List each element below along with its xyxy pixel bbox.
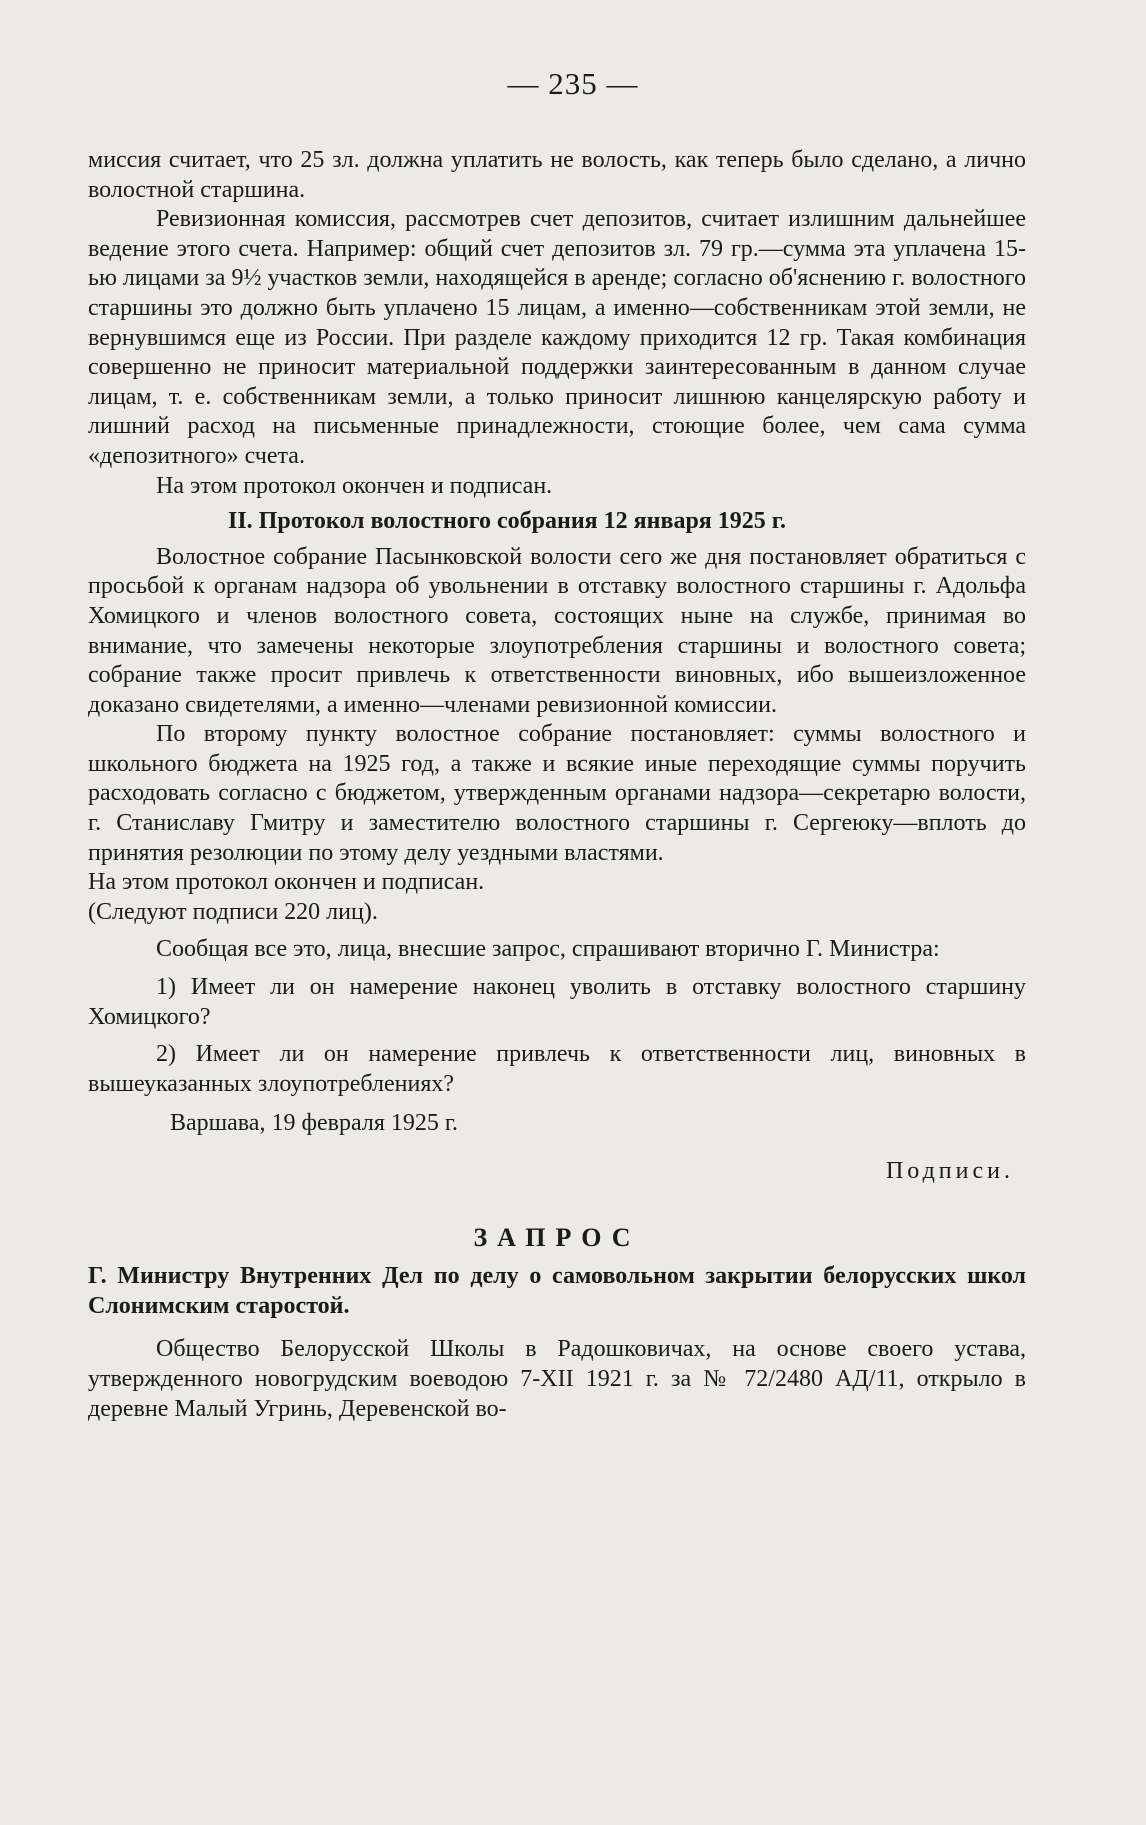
section-heading: II. Протокол волостного собрания 12 января 1925 г. bbox=[228, 508, 786, 535]
paragraph-inquiry: Сообщая все это, лица, внесшие запрос, спрашивают вторично Г. Министра: bbox=[156, 936, 940, 963]
signatures-label: Подписи. bbox=[885, 1158, 1014, 1184]
paragraph-revision: Ревизионная комиссия, рассмотрев счет депозитов, считает излишним дальнейшее ведение этого счета. Например: общий счет депозитов зл. 79 гр.—сумма эта уплачена 15-ью лицами за 9½ участков земли, находящейся в аренде; согласно об'яснению г. волостного старшины это должно быть уплачено 15 лицам, а именно—собственникам этой земли, не вернувшимся еще из России. При разделе каждому приходится 12 гр. Такая комбинация совершенно не приносит материальной поддержки заинтересованным в данном случае лицам, т. е. собственникам земли, а только приносит лишнюю канцелярскую работу и лишний расход на письменные принадлежности, стоющие более, чем сама сумма «депозитного» счета. bbox=[88, 206, 1026, 469]
paragraph-society: Общество Белорусской Школы в Радошковичах, на основе своего устава, утвержденного новогрудским воеводою 7-XII 1921 г. за № 72/2480 АД/11, открыло в деревне Малый Угринь, Деревенской во- bbox=[88, 1336, 1026, 1422]
inquiry-title: ЗАПРОС bbox=[473, 1222, 641, 1252]
place-date: Варшава, 19 февраля 1925 г. bbox=[170, 1110, 459, 1137]
protocol-end-1: На этом протокол окончен и подписан. bbox=[156, 472, 553, 499]
page-number: — 235 — bbox=[507, 66, 639, 101]
signatures-note: (Следуют подписи 220 лиц). bbox=[88, 898, 378, 925]
protocol-end-2: На этом протокол окончен и подписан. bbox=[88, 869, 485, 896]
paragraph-assembly: Волостное собрание Пасынковской волости сего же дня постановляет обратиться с просьбой к органам надзора об увольнении в отставку волостного старшины г. Адольфа Хомицкого и членов волостного совета, состоящих ныне на службе, принимая во внимание, что замечены некоторые злоупотребления старшины и волостного совета; собрание также просит привлечь к ответственности виновных, ибо вышеизложенное доказано свидетелями, а именно—членами ревизионной комиссии. bbox=[88, 543, 1026, 718]
body-text bbox=[88, 146, 1026, 1424]
question-2: 2) Имеет ли он намерение привлечь к ответственности лиц, виновных в вышеуказанных злоупотреблениях? bbox=[88, 1041, 1026, 1097]
inquiry-subtitle: Г. Министру Внутренних Дел по делу о самовольном закрытии белорусских школ Слонимским старостой. bbox=[88, 1263, 1026, 1319]
question-1: 1) Имеет ли он намерение наконец уволить в отставку волостного старшину Хомицкого? bbox=[88, 974, 1026, 1030]
paragraph-second-point: По второму пункту волостное собрание постановляет: суммы волостного и школьного бюджета на 1925 год, а также и всякие иные переходящие суммы поручить расходовать согласно с бюджетом, утвержденным органами надзора—секретарю волости, г. Станиславу Гмитру и заместителю волостного старшины г. Сергеюку—вплоть до принятия резолюции по этому делу уездными властями. bbox=[88, 721, 1026, 866]
paragraph-continuation: миссия считает, что 25 зл. должна уплатить не волость, как теперь было сделано, а лично волостной старшина. bbox=[88, 147, 1026, 203]
